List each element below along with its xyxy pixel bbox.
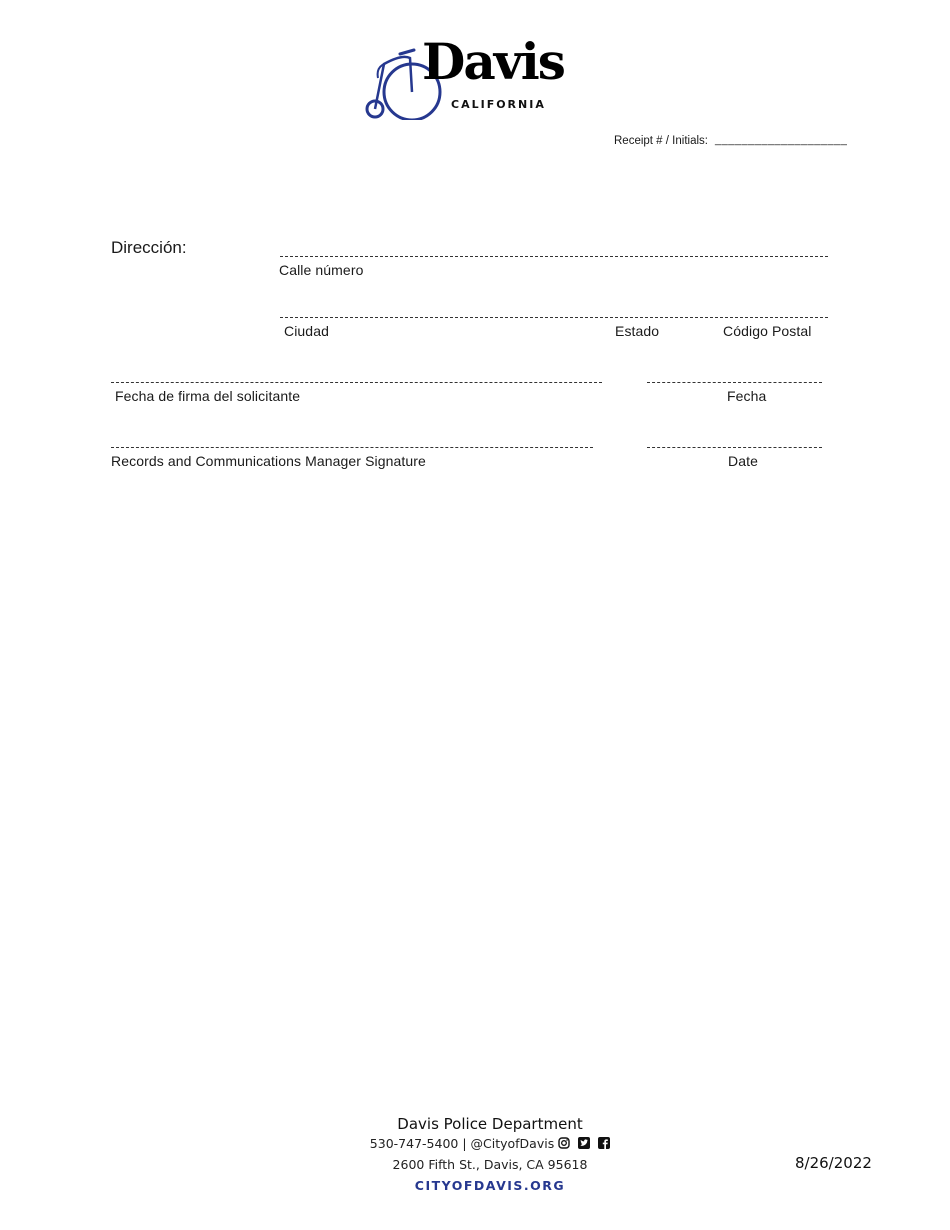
receipt-initials-blank[interactable]: ____________________ [715, 134, 848, 146]
manager-date-line[interactable] [647, 447, 822, 448]
logo-wordmark: Davis [422, 32, 564, 91]
applicant-date-line[interactable] [647, 382, 822, 383]
address-label: Dirección: [111, 238, 187, 257]
city-caption: Ciudad [284, 323, 329, 339]
footer-address: 2600 Fifth St., Davis, CA 95618 [392, 1157, 588, 1172]
receipt-label: Receipt # / Initials: [614, 135, 708, 147]
logo-subtitle: CALIFORNIA [451, 98, 546, 111]
city-logo [362, 32, 572, 120]
footer-contact-row [300, 1136, 680, 1151]
city-state-zip-line[interactable] [280, 317, 828, 318]
zip-code-caption: Código Postal [723, 323, 812, 339]
applicant-signature-line[interactable] [111, 382, 602, 383]
instagram-icon[interactable] [558, 1137, 570, 1149]
footer-phone-handle: 530-747-5400 | @CityofDavis [369, 1136, 555, 1151]
street-number-line[interactable] [280, 256, 828, 257]
footer-department: Davis Police Department [397, 1115, 583, 1133]
state-caption: Estado [615, 323, 660, 339]
applicant-date-caption: Fecha [727, 388, 767, 404]
document-date: 8/26/2022 [795, 1154, 872, 1172]
twitter-icon[interactable] [578, 1137, 590, 1149]
footer-website-link[interactable]: CITYOFDAVIS.ORG [414, 1178, 566, 1193]
street-number-caption: Calle número [279, 262, 364, 278]
manager-date-caption: Date [728, 453, 758, 469]
manager-signature-caption: Records and Communications Manager Signature [111, 453, 426, 469]
facebook-icon[interactable] [598, 1137, 610, 1149]
applicant-signature-caption: Fecha de firma del solicitante [115, 388, 301, 404]
manager-signature-line[interactable] [111, 447, 593, 448]
